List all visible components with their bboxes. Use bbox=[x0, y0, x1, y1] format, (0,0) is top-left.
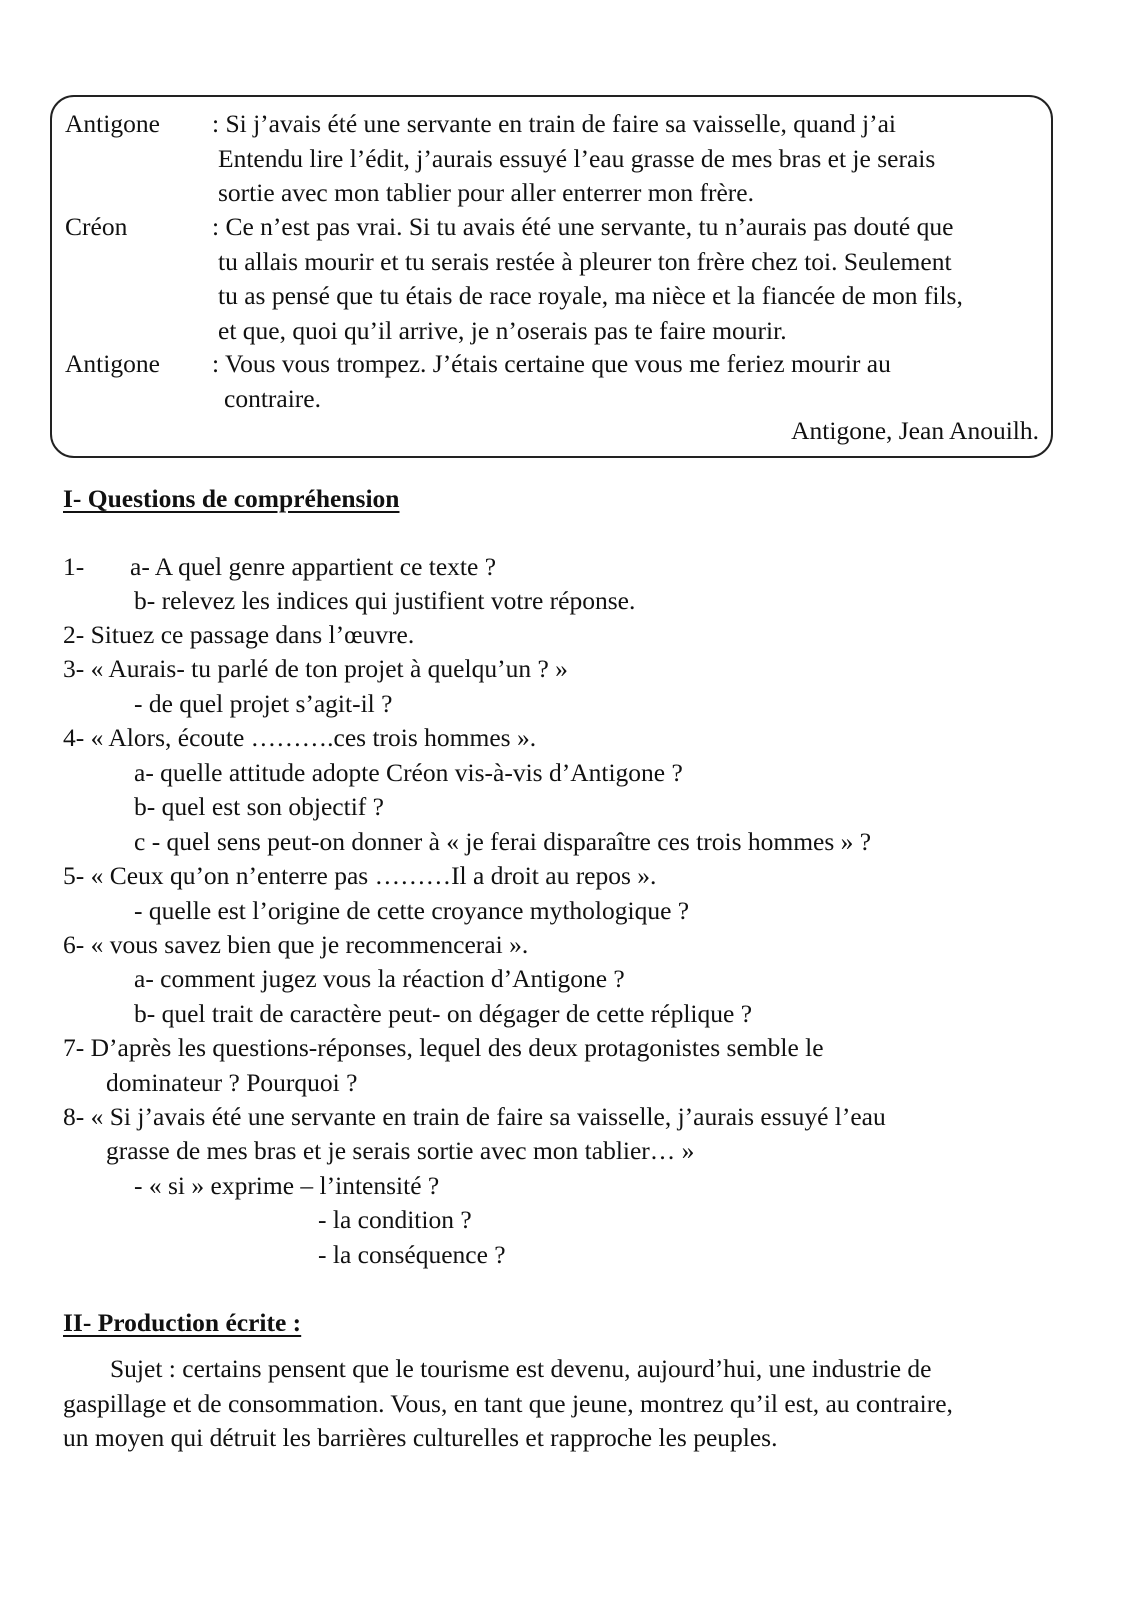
dialogue-reply bbox=[212, 210, 1052, 348]
prompt-line: gaspillage et de consommation. Vous, en tant que jeune, montrez qu’il est, au contraire, bbox=[63, 1388, 953, 1418]
question-line: - quelle est l’origine de cette croyance mythologique ? bbox=[134, 896, 690, 925]
question-line: - la condition ? bbox=[318, 1205, 472, 1234]
speaker-name: Antigone bbox=[65, 349, 160, 378]
question-line: a- comment jugez vous la réaction d’Antigone ? bbox=[134, 964, 625, 993]
section-title: II- Production écrite : bbox=[63, 1308, 302, 1337]
dialogue-reply bbox=[212, 347, 1052, 416]
reply-line: et que, quoi qu’il arrive, je n’oserais pas te faire mourir. bbox=[218, 315, 787, 345]
reply-line: : Ce n’est pas vrai. Si tu avais été une servante, tu n’aurais pas douté que bbox=[212, 212, 954, 241]
reply-line: : Si j’avais été une servante en train de faire sa vaisselle, quand j’ai bbox=[212, 109, 896, 138]
question-line: b- quel est son objectif ? bbox=[134, 792, 384, 821]
question-line: a- quelle attitude adopte Créon vis-à-vis d’Antigone ? bbox=[134, 758, 683, 787]
question-line: dominateur ? Pourquoi ? bbox=[106, 1068, 358, 1097]
question-line: 5- « Ceux qu’on n’enterre pas ………Il a droit au repos ». bbox=[63, 861, 657, 890]
question-line: b- quel trait de caractère peut- on dégager de cette réplique ? bbox=[134, 999, 753, 1028]
question-line: 4- « Alors, écoute ……….ces trois hommes ». bbox=[63, 723, 537, 752]
question-line: 2- Situez ce passage dans l’œuvre. bbox=[63, 620, 415, 649]
reply-line: tu allais mourir et tu serais restée à pleurer ton frère chez toi. Seulement bbox=[218, 246, 952, 276]
question-line: 6- « vous savez bien que je recommencerai ». bbox=[63, 930, 529, 959]
question-line: - « si » exprime – l’intensité ? bbox=[134, 1171, 440, 1200]
reply-line: sortie avec mon tablier pour aller enterrer mon frère. bbox=[218, 178, 754, 207]
prompt-line: Sujet : certains pensent que le tourisme est devenu, aujourd’hui, une industrie de bbox=[110, 1354, 932, 1383]
question-line: 3- « Aurais- tu parlé de ton projet à quelqu’un ? » bbox=[63, 654, 568, 683]
question-line: - la conséquence ? bbox=[318, 1240, 506, 1269]
question-line: c - quel sens peut-on donner à « je ferai disparaître ces trois hommes » ? bbox=[134, 827, 872, 856]
writing-prompt bbox=[63, 1352, 1049, 1456]
excerpt-box bbox=[50, 95, 1053, 458]
question-line: b- relevez les indices qui justifient votre réponse. bbox=[134, 586, 636, 615]
question-line: a- A quel genre appartient ce texte ? bbox=[130, 552, 497, 581]
speaker-name: Antigone bbox=[65, 109, 160, 138]
question-line: - de quel projet s’agit-il ? bbox=[134, 689, 393, 718]
question-line: 7- D’après les questions-réponses, lequel des deux protagonistes semble le bbox=[63, 1033, 824, 1062]
reply-line: tu as pensé que tu étais de race royale, ma nièce et la fiancée de mon fils, bbox=[218, 281, 963, 310]
section-title: I- Questions de compréhension bbox=[63, 484, 400, 513]
speaker-name: Créon bbox=[65, 212, 128, 241]
reply-line: contraire. bbox=[224, 383, 321, 413]
prompt-line: un moyen qui détruit les barrières culturelles et rapproche les peuples. bbox=[63, 1423, 778, 1452]
question-line: 1- bbox=[63, 552, 85, 581]
dialogue-reply bbox=[212, 107, 1052, 211]
excerpt-source: Antigone, Jean Anouilh. bbox=[791, 416, 1039, 445]
reply-line: : Vous vous trompez. J’étais certaine que vous me feriez mourir au bbox=[212, 349, 891, 378]
reply-line: Entendu lire l’édit, j’aurais essuyé l’eau grasse de mes bras et je serais bbox=[218, 143, 936, 173]
question-line: 8- « Si j’avais été une servante en train de faire sa vaisselle, j’aurais essuyé l’eau bbox=[63, 1102, 886, 1131]
question-line: grasse de mes bras et je serais sortie avec mon tablier… » bbox=[106, 1136, 695, 1165]
